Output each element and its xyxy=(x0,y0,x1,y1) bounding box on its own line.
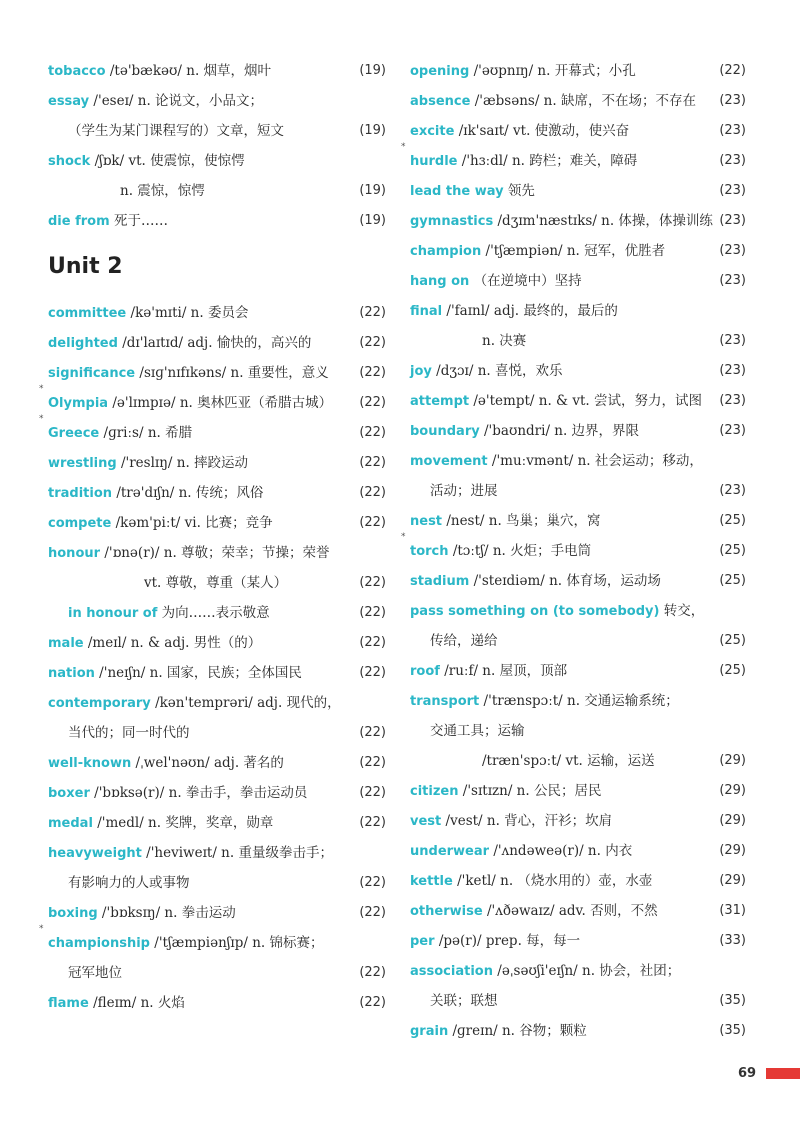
headword: attempt xyxy=(410,394,470,409)
page-ref: (19) xyxy=(359,63,386,78)
definition: /'bɒksɪŋ/ n. 拳击运动 xyxy=(97,905,236,921)
headword: association xyxy=(410,964,493,979)
vocab-entry xyxy=(410,356,746,386)
definition: /nest/ n. 鸟巢；巢穴，窝 xyxy=(442,513,601,529)
headword: gymnastics xyxy=(410,214,494,229)
headword: kettle xyxy=(410,874,453,889)
vocab-entry xyxy=(401,142,746,176)
definition: 转交， xyxy=(659,603,705,619)
page-ref: (25) xyxy=(719,573,746,588)
page-ref: (35) xyxy=(719,1023,746,1038)
vocab-entry xyxy=(410,296,746,356)
definition: /'baʊndri/ n. 边界，界限 xyxy=(479,423,640,439)
page-ref: (22) xyxy=(359,815,386,830)
page-ref: (29) xyxy=(719,813,746,828)
entry-line xyxy=(410,416,746,446)
entry-line xyxy=(48,718,386,748)
vocab-entry xyxy=(410,1016,746,1046)
headword: vest xyxy=(410,814,442,829)
page-ref: (19) xyxy=(359,183,386,198)
entry-line xyxy=(48,146,386,176)
entry-line xyxy=(410,116,746,146)
entry-line xyxy=(48,628,386,658)
headword: shock xyxy=(48,154,91,169)
headword: boundary xyxy=(410,424,480,439)
headword: citizen xyxy=(410,784,459,799)
page-ref: (25) xyxy=(719,513,746,528)
definition: n. 震惊，惊愕 xyxy=(120,183,205,199)
headword: excite xyxy=(410,124,455,139)
vocab-entry xyxy=(48,86,386,146)
vocab-entry xyxy=(48,988,386,1018)
definition: /'reslɪŋ/ n. 摔跤运动 xyxy=(116,455,249,471)
headword: roof xyxy=(410,664,440,679)
entry-line xyxy=(410,686,746,716)
page-ref: (23) xyxy=(719,243,746,258)
definition: 传给，递给 xyxy=(430,633,498,649)
vocab-list-continued xyxy=(401,56,746,1046)
left-column xyxy=(39,56,386,1018)
definition: n. 决赛 xyxy=(482,333,527,349)
definition: /'tʃæmpiənʃɪp/ n. 锦标赛； xyxy=(149,935,324,951)
right-column xyxy=(401,56,746,1046)
entry-line xyxy=(48,838,386,868)
page-ref: (22) xyxy=(359,635,386,650)
headword: lead the way xyxy=(410,184,504,199)
vocab-entry xyxy=(410,56,746,86)
definition: /fleɪm/ n. 火焰 xyxy=(88,995,185,1011)
vocab-entry xyxy=(48,56,386,86)
page-ref: (22) xyxy=(359,305,386,320)
page-ref: (22) xyxy=(359,725,386,740)
vocab-entry xyxy=(410,116,746,146)
page-ref: (25) xyxy=(719,633,746,648)
headword: Greece xyxy=(48,426,100,441)
headword: transport xyxy=(410,694,480,709)
entry-line xyxy=(48,538,386,568)
definition: 为向……表示敬意 xyxy=(157,605,270,621)
entry-line xyxy=(410,296,746,326)
headword: heavyweight xyxy=(48,846,142,861)
definition: /'faɪnl/ adj. 最终的，最后的 xyxy=(442,303,618,319)
page-ref: (23) xyxy=(719,423,746,438)
page-ref: (23) xyxy=(719,483,746,498)
entry-line xyxy=(48,808,386,838)
entry-line xyxy=(48,988,386,1018)
definition: /kən'temprəri/ adj. 现代的， xyxy=(150,695,341,711)
headword: boxing xyxy=(48,906,98,921)
headword: underwear xyxy=(410,844,490,859)
entry-line xyxy=(48,688,386,718)
definition: /sɪɡ'nɪfɪkəns/ n. 重要性，意义 xyxy=(135,365,329,381)
entry-line xyxy=(48,568,386,598)
page-ref: (31) xyxy=(719,903,746,918)
vocab-entry xyxy=(48,838,386,898)
entry-line xyxy=(48,928,386,958)
headword: per xyxy=(410,934,435,949)
entry-line xyxy=(48,898,386,928)
vocab-entry xyxy=(410,206,746,236)
vocab-entry xyxy=(48,628,386,658)
definition: /'trænspɔːt/ n. 交通运输系统； xyxy=(479,693,679,709)
page-ref: (22) xyxy=(359,875,386,890)
vocab-entry xyxy=(48,808,386,838)
headword: in honour of xyxy=(68,606,158,621)
page-ref: (19) xyxy=(359,213,386,228)
page-ref: (29) xyxy=(719,783,746,798)
page-ref: (22) xyxy=(359,665,386,680)
vocab-entry xyxy=(410,836,746,866)
headword: wrestling xyxy=(48,456,117,471)
definition: vt. 尊敬，尊重（某人） xyxy=(144,575,288,591)
definition: /'steɪdiəm/ n. 体育场，运动场 xyxy=(469,573,661,589)
page-ref: (22) xyxy=(359,485,386,500)
definition: /kəm'piːt/ vi. 比赛；竞争 xyxy=(111,515,273,531)
entry-line xyxy=(48,478,386,508)
headword: flame xyxy=(48,996,89,1011)
entry-line xyxy=(410,146,746,176)
entry-line xyxy=(410,776,746,806)
entry-line xyxy=(48,86,386,116)
page-ref: (35) xyxy=(719,993,746,1008)
headword: absence xyxy=(410,94,471,109)
definition: /'heviweɪt/ n. 重量级拳击手； xyxy=(141,845,333,861)
entry-line xyxy=(410,716,746,746)
headword: stadium xyxy=(410,574,470,589)
definition: /dʒɔɪ/ n. 喜悦，欢乐 xyxy=(431,363,563,379)
page-ref: (23) xyxy=(719,123,746,138)
definition: /træn'spɔːt/ vt. 运输，运送 xyxy=(482,753,655,769)
headword: medal xyxy=(48,816,93,831)
entry-line xyxy=(48,418,386,448)
vocab-entry xyxy=(48,358,386,388)
page-ref: (22) xyxy=(359,455,386,470)
definition: /ə'tempt/ n. & vt. 尝试，努力，试图 xyxy=(469,393,702,409)
headword: pass something on (to somebody) xyxy=(410,604,660,619)
headword: nation xyxy=(48,666,95,681)
definition: /dʒɪm'næstɪks/ n. 体操，体操训练 xyxy=(493,213,713,229)
headword: tradition xyxy=(48,486,113,501)
definition: /pə(r)/ prep. 每，每一 xyxy=(434,933,581,949)
vocab-entry xyxy=(48,748,386,778)
definition: /'ʌndəweə(r)/ n. 内衣 xyxy=(489,843,633,859)
entry-line xyxy=(410,596,746,626)
definition: /ɡriːs/ n. 希腊 xyxy=(99,425,193,441)
page-ref: (23) xyxy=(719,273,746,288)
vocab-entry xyxy=(410,776,746,806)
entry-line xyxy=(48,388,386,418)
page-ref: (22) xyxy=(719,63,746,78)
definition: 关联；联想 xyxy=(430,993,498,1009)
entry-line xyxy=(48,328,386,358)
page-ref: (22) xyxy=(359,425,386,440)
star-marker: * xyxy=(39,924,44,934)
vocab-entry xyxy=(410,446,746,506)
entry-line xyxy=(410,326,746,356)
definition: /'bɒksə(r)/ n. 拳击手，拳击运动员 xyxy=(89,785,308,801)
vocab-entry xyxy=(410,686,746,776)
headword: male xyxy=(48,636,84,651)
entry-line xyxy=(410,56,746,86)
vocab-entry xyxy=(410,596,746,656)
headword: well-known xyxy=(48,756,132,771)
headword: boxer xyxy=(48,786,90,801)
page-ref: (29) xyxy=(719,753,746,768)
headword: nest xyxy=(410,514,443,529)
definition: /'ʌðəwaɪz/ adv. 否则，不然 xyxy=(482,903,658,919)
definition: /'eseɪ/ n. 论说文，小品文； xyxy=(89,93,264,109)
definition: /tə'bækəʊ/ n. 烟草，烟叶 xyxy=(105,63,272,79)
page-ref: (22) xyxy=(359,575,386,590)
headword: honour xyxy=(48,546,101,561)
headword: final xyxy=(410,304,443,319)
page-ref: (23) xyxy=(719,333,746,348)
entry-line xyxy=(410,656,746,686)
entry-line xyxy=(48,116,386,146)
vocab-entry xyxy=(401,532,746,566)
entry-line xyxy=(410,926,746,956)
definition: 冠军地位 xyxy=(68,965,122,981)
definition: /ˌwel'nəʊn/ adj. 著名的 xyxy=(131,755,284,771)
entry-line xyxy=(48,448,386,478)
vocab-entry xyxy=(410,806,746,836)
page-ref: (22) xyxy=(359,905,386,920)
definition: 活动；进展 xyxy=(430,483,498,499)
vocab-entry xyxy=(39,414,386,448)
vocab-entry xyxy=(410,266,746,296)
entry-line xyxy=(410,446,746,476)
headword: movement xyxy=(410,454,488,469)
star-marker: * xyxy=(401,142,406,152)
entry-line xyxy=(48,508,386,538)
headword: contemporary xyxy=(48,696,151,711)
headword: compete xyxy=(48,516,112,531)
definition: （学生为某门课程写的）文章，短文 xyxy=(68,123,284,139)
entry-line xyxy=(410,236,746,266)
page-ref: (25) xyxy=(719,543,746,558)
page-number: 69 xyxy=(738,1066,757,1081)
definition: /'æbsəns/ n. 缺席，不在场；不存在 xyxy=(470,93,696,109)
vocab-entry xyxy=(410,926,746,956)
vocab-entry xyxy=(410,236,746,266)
definition: /meɪl/ n. & adj. 男性（的） xyxy=(83,635,262,651)
entry-line xyxy=(410,506,746,536)
star-marker: * xyxy=(401,532,406,542)
page-ref: (23) xyxy=(719,363,746,378)
definition: 有影响力的人或事物 xyxy=(68,875,190,891)
entry-line xyxy=(48,748,386,778)
definition: /vest/ n. 背心，汗衫；坎肩 xyxy=(441,813,613,829)
headword: significance xyxy=(48,366,136,381)
page-ref: (29) xyxy=(719,843,746,858)
vocab-entry xyxy=(410,506,746,536)
entry-line xyxy=(48,778,386,808)
entry-line xyxy=(48,598,386,628)
vocab-entry xyxy=(48,146,386,206)
vocab-entry xyxy=(410,896,746,926)
entry-line xyxy=(48,358,386,388)
entry-line xyxy=(48,298,386,328)
entry-line xyxy=(410,1016,746,1046)
entry-line xyxy=(410,746,746,776)
headword: opening xyxy=(410,64,470,79)
headword: champion xyxy=(410,244,482,259)
headword: delighted xyxy=(48,336,118,351)
entry-line xyxy=(48,868,386,898)
vocab-entry xyxy=(48,478,386,508)
headword: hang on xyxy=(410,274,470,289)
page-ref: (25) xyxy=(719,663,746,678)
vocab-entry xyxy=(410,566,746,596)
definition: /tɔːtʃ/ n. 火炬；手电筒 xyxy=(448,543,592,559)
definition: /'ketl/ n. （烧水用的）壶，水壶 xyxy=(452,873,653,889)
vocab-entry xyxy=(48,778,386,808)
page-ref: (23) xyxy=(719,213,746,228)
vocab-entry xyxy=(48,206,386,236)
entry-line xyxy=(410,356,746,386)
definition: 死于…… xyxy=(109,213,168,229)
definition: （在逆境中）坚持 xyxy=(469,273,582,289)
star-marker: * xyxy=(39,414,44,424)
definition: /'əʊpnɪŋ/ n. 开幕式；小孔 xyxy=(469,63,636,79)
entry-line xyxy=(48,56,386,86)
definition: /trə'dɪʃn/ n. 传统；风俗 xyxy=(112,485,264,501)
definition: /ruːf/ n. 屋顶，顶部 xyxy=(439,663,568,679)
page-ref: (19) xyxy=(359,123,386,138)
entry-line xyxy=(410,86,746,116)
entry-line xyxy=(410,566,746,596)
entry-line xyxy=(48,206,386,236)
headword: championship xyxy=(48,936,150,951)
headword: tobacco xyxy=(48,64,106,79)
page-ref: (23) xyxy=(719,393,746,408)
headword: committee xyxy=(48,306,127,321)
page-ref: (29) xyxy=(719,873,746,888)
definition: /ɪk'saɪt/ vt. 使激动，使兴奋 xyxy=(454,123,630,139)
entry-line xyxy=(410,896,746,926)
headword: grain xyxy=(410,1024,449,1039)
vocab-entry xyxy=(410,656,746,686)
entry-line xyxy=(410,806,746,836)
page-ref: (22) xyxy=(359,995,386,1010)
headword: essay xyxy=(48,94,90,109)
page-ref: (22) xyxy=(359,335,386,350)
entry-line xyxy=(410,536,746,566)
vocab-entry xyxy=(39,384,386,418)
entry-line xyxy=(410,866,746,896)
entry-line xyxy=(410,386,746,416)
headword: Olympia xyxy=(48,396,109,411)
definition: 交通工具；运输 xyxy=(430,723,525,739)
vocab-entry xyxy=(410,386,746,416)
page-ref: (22) xyxy=(359,395,386,410)
entry-line xyxy=(410,986,746,1016)
entry-line xyxy=(410,176,746,206)
page-accent-bar xyxy=(766,1068,800,1079)
definition: /əˌsəʊʃi'eɪʃn/ n. 协会，社团； xyxy=(492,963,681,979)
vocab-entry xyxy=(39,924,386,988)
entry-line xyxy=(410,266,746,296)
vocab-entry xyxy=(410,956,746,1016)
vocab-entry xyxy=(48,598,386,628)
page-ref: (22) xyxy=(359,785,386,800)
headword: hurdle xyxy=(410,154,458,169)
unit-1-tail-list xyxy=(48,56,386,236)
definition: /ə'lɪmpɪə/ n. 奥林匹亚（希腊古城） xyxy=(108,395,333,411)
entry-line xyxy=(410,956,746,986)
page-ref: (23) xyxy=(719,153,746,168)
vocab-entry xyxy=(410,866,746,896)
page-ref: (22) xyxy=(359,605,386,620)
definition: /ʃɒk/ vt. 使震惊，使惊愕 xyxy=(90,153,245,169)
vocab-entry xyxy=(48,538,386,598)
headword: torch xyxy=(410,544,449,559)
entry-line xyxy=(410,476,746,506)
vocab-entry xyxy=(48,298,386,328)
definition: /'tʃæmpiən/ n. 冠军，优胜者 xyxy=(481,243,666,259)
page-ref: (23) xyxy=(719,93,746,108)
page-ref: (22) xyxy=(359,365,386,380)
entry-line xyxy=(410,206,746,236)
entry-line xyxy=(48,176,386,206)
entry-line xyxy=(48,958,386,988)
vocab-entry xyxy=(410,176,746,206)
star-marker: * xyxy=(39,384,44,394)
vocab-entry xyxy=(48,658,386,688)
page-ref: (22) xyxy=(359,515,386,530)
page-ref: (23) xyxy=(719,183,746,198)
definition: /'neɪʃn/ n. 国家，民族；全体国民 xyxy=(94,665,302,681)
definition: /'muːvmənt/ n. 社会运动；移动， xyxy=(487,453,703,469)
page-ref: (22) xyxy=(359,755,386,770)
entry-line xyxy=(410,836,746,866)
definition: /'sɪtɪzn/ n. 公民；居民 xyxy=(458,783,602,799)
entry-line xyxy=(48,658,386,688)
definition: /ɡreɪn/ n. 谷物；颗粒 xyxy=(448,1023,587,1039)
vocab-entry xyxy=(48,688,386,748)
definition: /'hɜːdl/ n. 跨栏；难关，障碍 xyxy=(457,153,638,169)
headword: die from xyxy=(48,214,110,229)
unit-2-vocab-list xyxy=(39,298,386,1018)
definition: 领先 xyxy=(503,183,535,199)
headword: joy xyxy=(410,364,432,379)
vocab-entry xyxy=(48,898,386,928)
page-ref: (22) xyxy=(359,965,386,980)
vocab-entry xyxy=(48,508,386,538)
definition: /'medl/ n. 奖牌，奖章，勋章 xyxy=(92,815,274,831)
vocab-entry xyxy=(410,86,746,116)
definition: /dɪ'laɪtɪd/ adj. 愉快的，高兴的 xyxy=(117,335,312,351)
definition: /kə'mɪti/ n. 委员会 xyxy=(126,305,249,321)
definition: 当代的；同一时代的 xyxy=(68,725,190,741)
headword: otherwise xyxy=(410,904,483,919)
vocab-entry xyxy=(410,416,746,446)
page-ref: (33) xyxy=(719,933,746,948)
vocab-entry xyxy=(48,448,386,478)
vocab-entry xyxy=(48,328,386,358)
entry-line xyxy=(410,626,746,656)
definition: /'ɒnə(r)/ n. 尊敬；荣幸；节操；荣誉 xyxy=(100,545,330,561)
unit-heading: Unit 2 xyxy=(48,254,123,279)
